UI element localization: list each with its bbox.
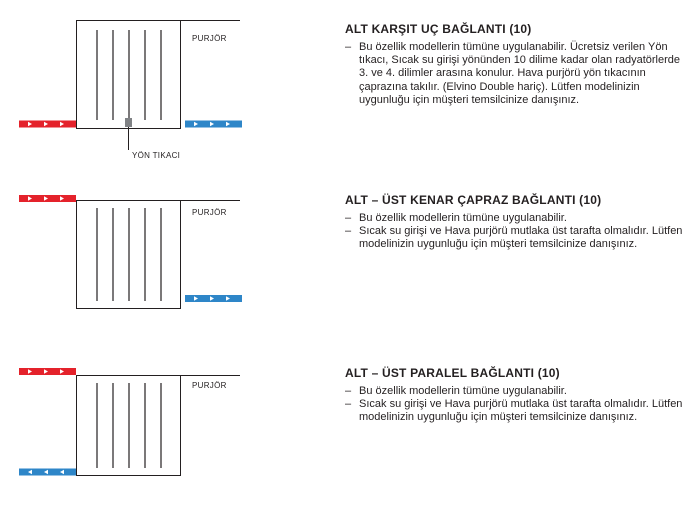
section-title: ALT KARŞIT UÇ BAĞLANTI (10) <box>345 22 532 36</box>
yon-tikaci-plug <box>125 118 132 127</box>
yon-tikaci-label: YÖN TIKACI <box>132 151 181 160</box>
radiator-diagram-2 <box>0 185 300 315</box>
dash-bullet: – <box>345 212 352 224</box>
bullet-text: Sıcak su girişi ve Hava purjörü mutlaka üst tarafta olmalıdır. Lütfen modelinizin uygunluğu için müşteri temsilcinize danışınız. <box>359 225 683 251</box>
bullet-list <box>345 385 685 425</box>
bullet-item <box>345 385 685 398</box>
bullet-item <box>345 225 685 251</box>
dash-bullet: – <box>345 225 352 238</box>
purjor-label: PURJÖR <box>192 208 227 217</box>
section-opposite-end <box>345 22 685 107</box>
section-diagonal <box>345 193 685 252</box>
purjor-label: PURJÖR <box>192 381 227 390</box>
bullet-list <box>345 212 685 252</box>
bullet-item <box>345 41 685 107</box>
radiator-diagram-3 <box>0 360 300 485</box>
bullet-text: Bu özellik modellerin tümüne uygulanabilir. Ücretsiz verilen Yön tıkacı, Sıcak su girişi yönünden 10 dilime kadar olan radyatörlerde 3. ve 4. dilimler arasına konulur. Hava purjörü yön tıkacının çaprazına takılır. (Elvino Double hariç). Lütfen modelinizin uygunluğu için müşteri temsilcinize danışınız. <box>359 41 681 106</box>
diagram-opposite-end <box>0 0 300 170</box>
dash-bullet: – <box>345 41 352 53</box>
section-title: ALT – ÜST KENAR ÇAPRAZ BAĞLANTI (10) <box>345 193 602 207</box>
diagram-diagonal <box>0 185 300 315</box>
bullet-text: Sıcak su girişi ve Hava purjörü mutlaka üst tarafta olmalıdır. Lütfen modelinizin uygunluğu için müşteri temsilcinize danışınız. <box>359 398 683 424</box>
section-title: ALT – ÜST PARALEL BAĞLANTI (10) <box>345 366 560 380</box>
bullet-text: Bu özellik modellerin tümüne uygulanabilir. <box>359 212 567 224</box>
bullet-list <box>345 41 685 107</box>
section-parallel <box>345 366 685 425</box>
bullet-text: Bu özellik modellerin tümüne uygulanabilir. <box>359 385 567 397</box>
bullet-item <box>345 398 685 424</box>
diagram-parallel <box>0 360 300 485</box>
purjor-label: PURJÖR <box>192 34 227 43</box>
dash-bullet: – <box>345 385 352 397</box>
bullet-item <box>345 212 685 225</box>
radiator-diagram-1 <box>0 0 300 170</box>
dash-bullet: – <box>345 398 352 411</box>
